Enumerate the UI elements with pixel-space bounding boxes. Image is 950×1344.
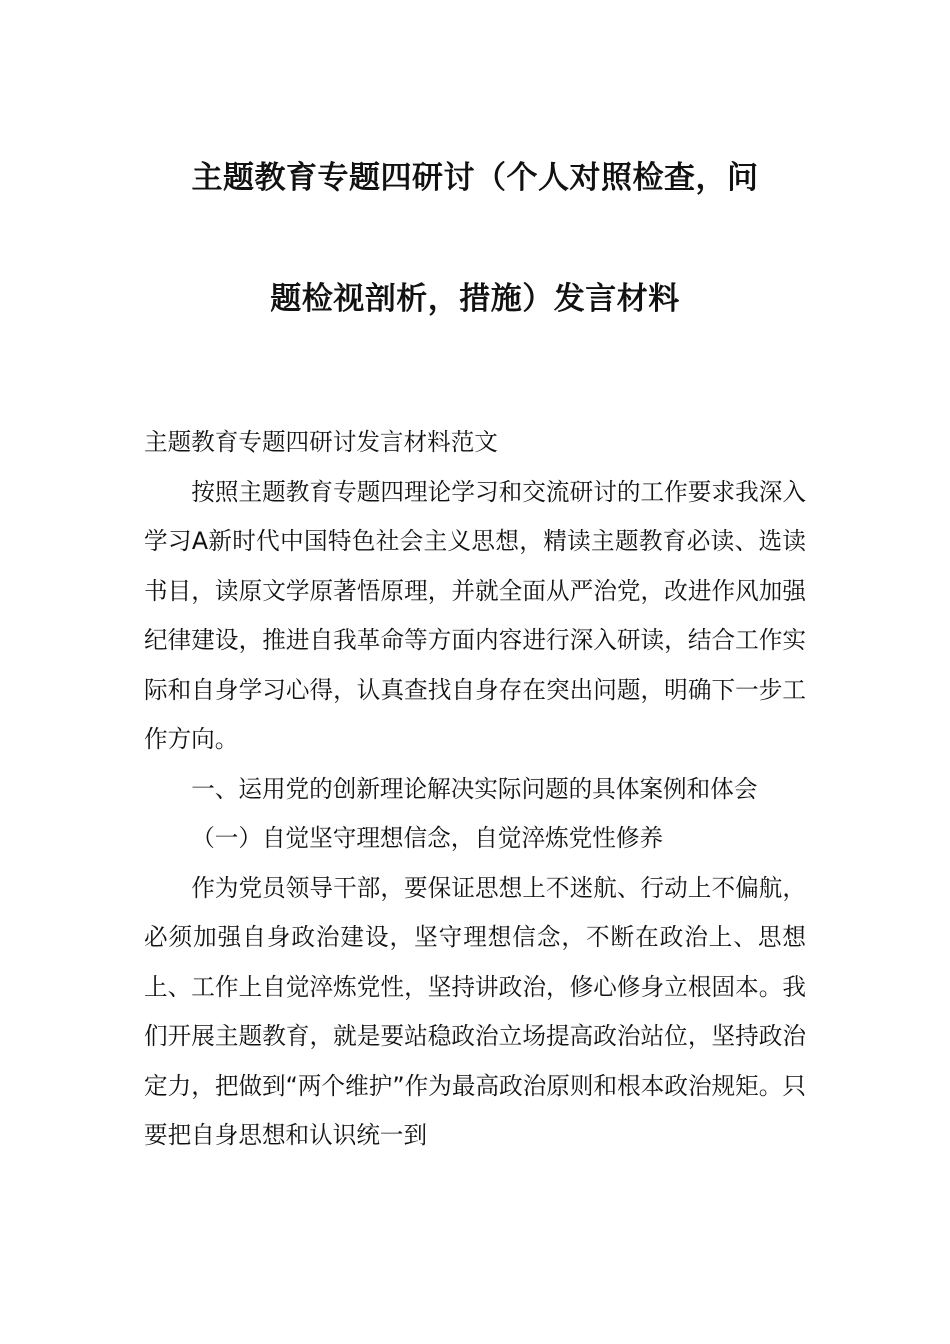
body-paragraph-intro: 按照主题教育专题四理论学习和交流研讨的工作要求我深入学习A新时代中国特色社会主义思想，精读主题教育必读、选读书目，读原文学原著悟原理，并就全面从严治党，改进作风加强纪律建设，推进自我革命等方面内容进行深入研读，结合工作实际和自身学习心得，认真查找自身存在突出问题，明确下一步工作方向。 bbox=[144, 477, 806, 753]
body-paragraph-2: 作为党员领导干部，要保证思想上不迷航、行动上不偏航，必须加强自身政治建设，坚守理想信念，不断在政治上、思想上、工作上自觉淬炼党性，坚持讲政治，修心修身立根固本。我们开展主题教育，就是要站稳政治立场提高政治站位，坚持政治定力，把做到“两个维护”作为最高政治原则和根本政治规矩。只要把自身思想和认识统一到 bbox=[144, 873, 806, 1149]
section-heading-1: 一、运用党的创新理论解决实际问题的具体案例和体会 bbox=[191, 774, 758, 803]
subsection-heading-1: （一）自觉坚守理想信念，自觉淬炼党性修养 bbox=[191, 824, 664, 852]
document-title-line-1: 主题教育专题四研讨（个人对照检查，问 bbox=[191, 160, 759, 196]
document-body bbox=[144, 418, 806, 1161]
document-title-line-2: 题检视剖析，措施）发言材料 bbox=[270, 281, 680, 317]
document-subtitle: 主题教育专题四研讨发言材料范文 bbox=[144, 428, 498, 456]
